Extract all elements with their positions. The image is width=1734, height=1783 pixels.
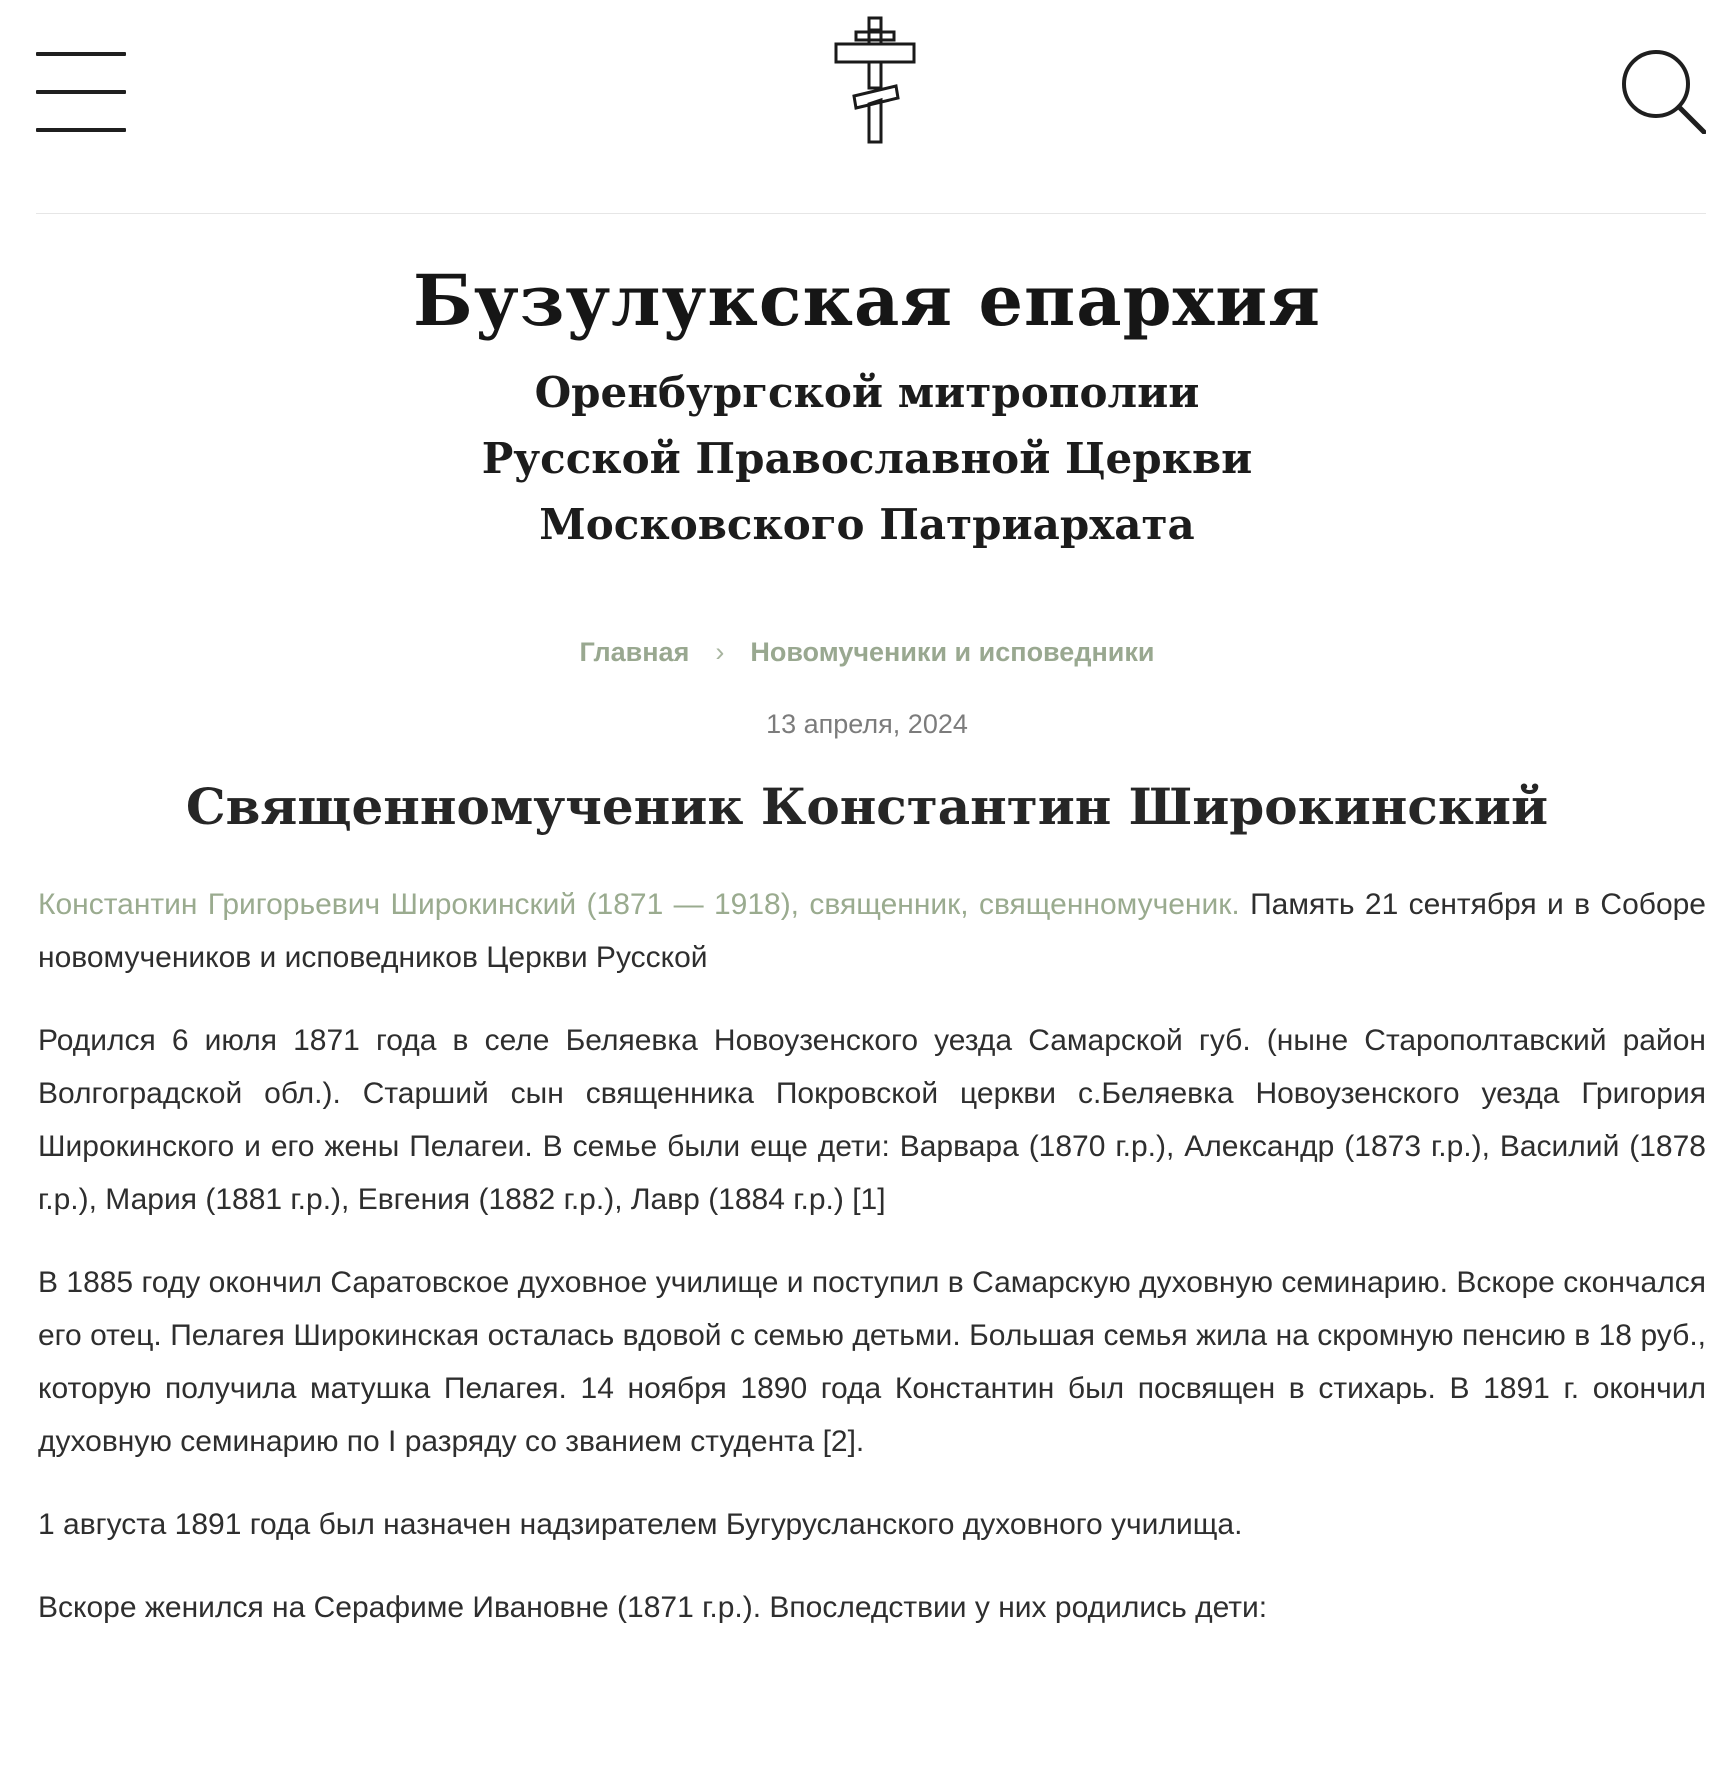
orthodox-cross-icon[interactable]: [832, 16, 918, 144]
site-subtitle-line: Оренбургской митрополии: [534, 368, 1200, 417]
article-lead-paragraph: [38, 878, 1706, 984]
article-paragraph: 1 августа 1891 года был назначен надзирателем Бугурусланского духовного училища.: [38, 1508, 1243, 1541]
article-paragraph: Родился 6 июля 1871 года в селе Беляевка Новоузенского уезда Самарской губ. (ныне Старополтавский район Волгоградской обл.). Старший сын священника Покровской церкви с.Беляевка Новоузенского уезда Григория Широкинского и его жены Пелагеи. В семье были еще дети: Варвара (1870 г.р.), Александр (1873 г.р.), Василий (1878 г.р.), Мария (1881 г.р.), Евгения (1882 г.р.), Лавр (1884 г.р.) [1]: [38, 1024, 1706, 1216]
header-divider: [36, 213, 1706, 214]
breadcrumb-home-link[interactable]: Главная: [579, 637, 690, 667]
site-subtitle: [0, 360, 1734, 558]
menu-bar: [36, 90, 126, 94]
article-paragraph: Вскоре женился на Серафиме Ивановне (1871 г.р.). Впоследствии у них родились дети:: [38, 1591, 1268, 1624]
chevron-right-icon: ›: [715, 637, 725, 667]
post-date: 13 апреля, 2024: [766, 709, 968, 739]
search-icon[interactable]: [1620, 48, 1706, 134]
lead-text: Память 21 сентября и в Соборе новомучеников и исповедников Церкви Русской: [38, 888, 1706, 974]
menu-bar: [36, 52, 126, 56]
article-title: Священномученик Константин Широкинский: [185, 777, 1549, 836]
site-subtitle-line: Московского Патриархата: [539, 500, 1195, 549]
breadcrumb-category-link[interactable]: Новомученики и исповедники: [750, 637, 1155, 667]
article-body: [38, 878, 1706, 1664]
site-title: Бузулукская епархия: [413, 259, 1321, 342]
breadcrumb: [0, 632, 1734, 672]
site-subtitle-line: Русской Православной Церкви: [481, 434, 1253, 483]
lead-name-link[interactable]: Константин Григорьевич Широкинский (1871 — 1918), священник, священномученик.: [38, 888, 1240, 921]
site-header: [0, 0, 1734, 214]
hamburger-menu-icon[interactable]: [36, 50, 126, 134]
menu-bar: [36, 128, 126, 132]
article-paragraph: В 1885 году окончил Саратовское духовное училище и поступил в Самарскую духовную семинарию. Вскоре скончался его отец. Пелагея Широкинская осталась вдовой с семью детьми. Большая семья жила на скромную пенсию в 18 руб., которую получила матушка Пелагея. 14 ноября 1890 года Константин был посвящен в стихарь. В 1891 г. окончил духовную семинарию по I разряду со званием студента [2].: [38, 1266, 1706, 1458]
